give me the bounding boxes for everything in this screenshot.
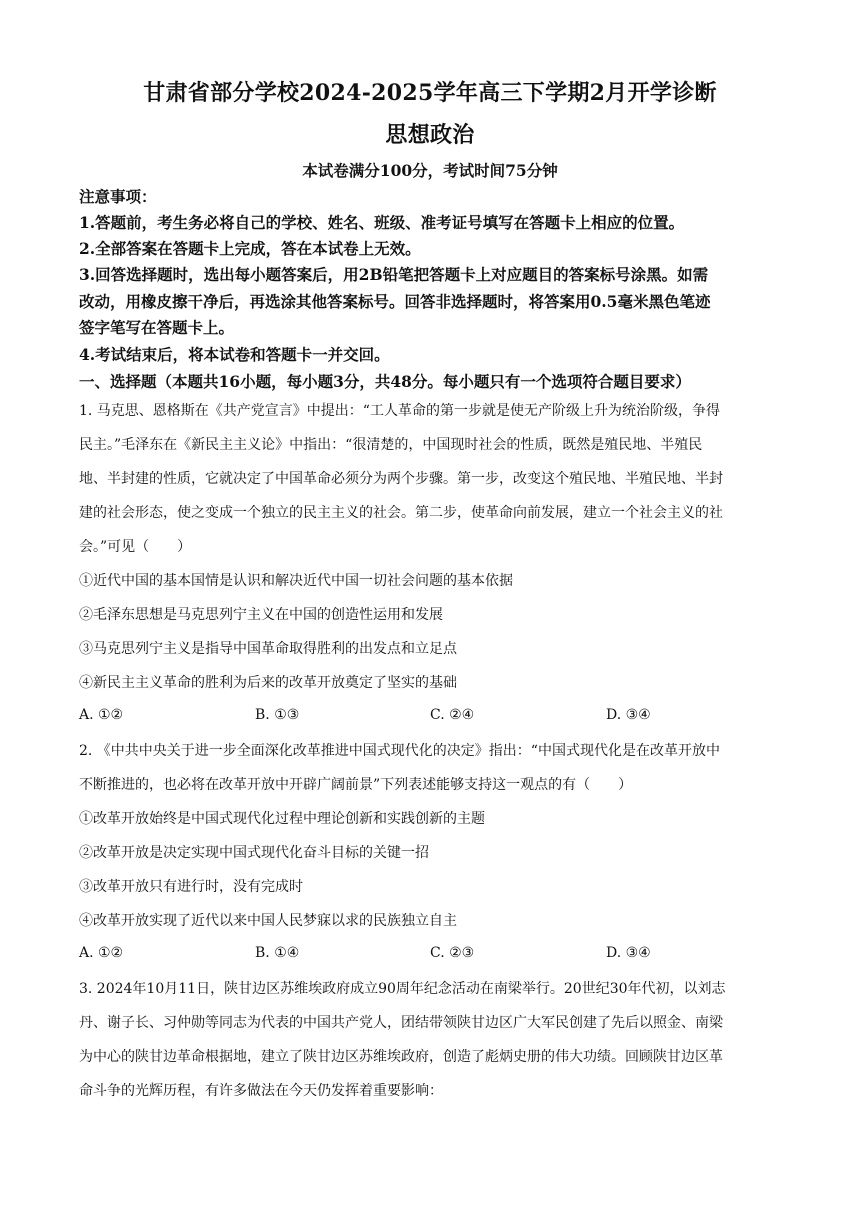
q2-option-d[interactable]: D. ③④ [606,945,651,961]
q2-statement: ②改革开放是决定实现中国式现代化奋斗目标的关键一招 [79,845,429,861]
note-item: 签字笔写在答题卡上。 [79,318,235,337]
q1-option-b[interactable]: B. ①③ [255,707,300,723]
q3-stem-line: 丹、谢子长、习仲勋等同志为代表的中国共产党人，团结带领陕甘边区广大军民创建了先后以照金、南梁 [79,1015,723,1031]
exam-title: 甘肃省部分学校2024-2025学年高三下学期2月开学诊断 [143,80,717,106]
q1-stem-line: 建的社会形态，使之变成一个独立的民主主义的社会。第二步，使革命向前发展，建立一个社会主义的社 [79,505,723,521]
section-heading: 一、选择题（本题共16小题，每小题3分，共48分。每小题只有一个选项符合题目要求） [79,372,691,391]
q1-option-d[interactable]: D. ③④ [606,707,651,723]
q1-stem-line: 会。”可见（ ） [79,539,192,555]
q2-stem-line: 不断推进的，也必将在改革开放中开辟广阔前景”下列表述能够支持这一观点的有（ ） [79,777,633,793]
q2-stem-line: 2. 《中共中央关于进一步全面深化改革推进中国式现代化的决定》指出：“中国式现代化是在改革开放中 [79,743,720,759]
note-item: 2.全部答案在答题卡上完成，答在本试卷上无效。 [79,239,421,258]
q1-statement: ②毛泽东思想是马克思列宁主义在中国的创造性运用和发展 [79,607,443,623]
q1-stem-line: 民主。”毛泽东在《新民主主义论》中指出：“很清楚的，中国现时社会的性质，既然是殖民地、半殖民 [79,437,703,453]
note-item: 1.答题前，考生务必将自己的学校、姓名、班级、准考证号填写在答题卡上相应的位置。 [79,213,685,232]
q1-statement: ①近代中国的基本国情是认识和解决近代中国一切社会问题的基本依据 [79,573,513,589]
notes-heading: 注意事项： [79,187,157,206]
q1-stem-line: 地、半封建的性质，它就决定了中国革命必须分为两个步骤。第一步，改变这个殖民地、半殖民地、半封 [79,471,723,487]
q2-option-a[interactable]: A. ①② [79,945,124,961]
exam-info: 本试卷满分100分，考试时间75分钟 [302,161,558,180]
note-item: 改动，用橡皮擦干净后，再选涂其他答案标号。回答非选择题时，将答案用0.5毫米黑色笔迹 [79,292,711,311]
q1-statement: ④新民主主义革命的胜利为后来的改革开放奠定了坚实的基础 [79,675,457,691]
q2-statement: ①改革开放始终是中国式现代化过程中理论创新和实践创新的主题 [79,811,485,827]
q2-statement: ③改革开放只有进行时，没有完成时 [79,879,303,895]
q1-option-a[interactable]: A. ①② [79,707,124,723]
q1-stem-line: 1. 马克思、恩格斯在《共产党宣言》中提出：“工人革命的第一步就是使无产阶级上升为统治阶级，争得 [79,403,720,419]
q3-stem-line: 3. 2024年10月11日，陕甘边区苏维埃政府成立90周年纪念活动在南梁举行。20世纪30年代初，以刘志 [79,981,726,997]
q3-stem-line: 为中心的陕甘边革命根据地，建立了陕甘边区苏维埃政府，创造了彪炳史册的伟大功绩。回顾陕甘边区革 [79,1049,723,1065]
q2-statement: ④改革开放实现了近代以来中国人民梦寐以求的民族独立自主 [79,913,457,929]
note-item: 3.回答选择题时，选出每小题答案后，用2B铅笔把答题卡上对应题目的答案标号涂黑。如需 [79,265,709,284]
q3-stem-line: 命斗争的光辉历程，有许多做法在今天仍发挥着重要影响： [79,1083,443,1099]
q2-option-c[interactable]: C. ②③ [430,945,475,961]
subject-title: 思想政治 [385,122,475,148]
q1-statement: ③马克思列宁主义是指导中国革命取得胜利的出发点和立足点 [79,641,457,657]
q2-option-b[interactable]: B. ①④ [255,945,300,961]
note-item: 4.考试结束后，将本试卷和答题卡一并交回。 [79,345,390,364]
q1-option-c[interactable]: C. ②④ [430,707,475,723]
